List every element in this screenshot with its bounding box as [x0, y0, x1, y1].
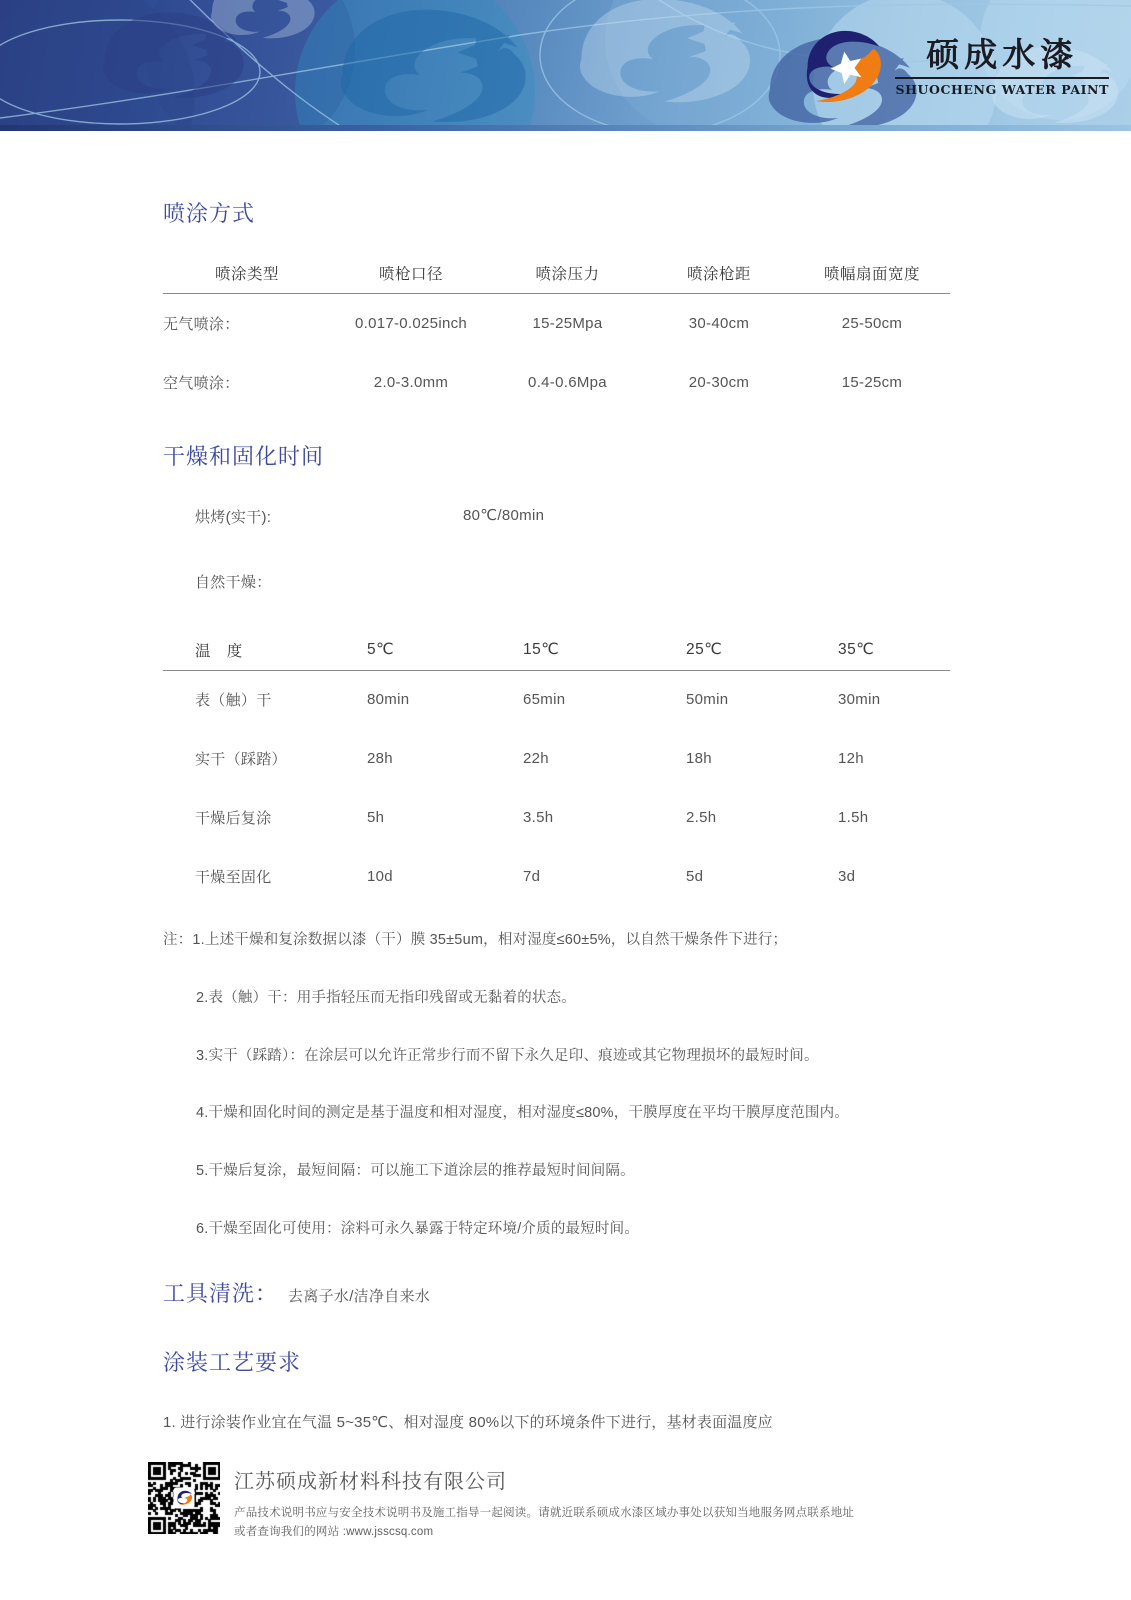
natural-dry-row	[163, 571, 1051, 592]
cell-value: 3d	[838, 868, 856, 885]
cell-value: 7d	[523, 868, 541, 885]
table-header-row	[163, 262, 950, 294]
natural-dry-label: 自然干燥：	[195, 573, 272, 591]
cell-value: 5d	[686, 868, 704, 885]
spray-method-section	[163, 203, 1051, 412]
column-header-temperature: 温 度	[163, 639, 337, 671]
shuocheng-logo-icon	[797, 26, 883, 108]
column-header-5c: 5℃	[337, 639, 493, 671]
tool-cleaning-title: 工具清洗：	[163, 1280, 279, 1306]
banner-bottom-strip	[0, 125, 1131, 131]
bake-dry-label: 烘烤(实干):	[195, 508, 272, 526]
table-row	[163, 847, 950, 906]
disclaimer-line-1: 产品技术说明书应与安全技术说明书及施工指导一起阅读。请就近联系硕成水漆区域办事处以获知当地服务网点联系地址	[234, 1507, 855, 1519]
cell-value: 10d	[367, 868, 393, 885]
shuocheng-logo-icon-small	[176, 1490, 193, 1507]
drying-temperature-table	[163, 639, 950, 907]
cell-value: 2.5h	[686, 809, 717, 826]
note-item: 6.干燥至固化可使用：涂料可永久暴露于特定环境/介质的最短时间。	[196, 1220, 640, 1237]
coating-process-title: 涂装工艺要求	[163, 1349, 302, 1375]
column-header-15c: 15℃	[493, 639, 656, 671]
cell-value: 5h	[367, 809, 385, 826]
table-row	[163, 353, 950, 412]
logo-english-name: SHUOCHENG WATER PAINT	[895, 81, 1109, 97]
note-item: 5.干燥后复涂，最短间隔：可以施工下道涂层的推荐最短时间间隔。	[196, 1163, 635, 1179]
column-header-35c: 35℃	[808, 639, 950, 671]
tool-cleaning-section	[163, 1277, 1051, 1308]
column-header-nozzle: 喷枪口径	[331, 262, 491, 294]
cell-value: 0.4-0.6Mpa	[528, 373, 607, 391]
qr-center-logo	[174, 1488, 195, 1509]
cell-value: 15-25Mpa	[532, 314, 603, 332]
cell-value: 15-25cm	[841, 373, 903, 391]
cell-value: 3.5h	[523, 809, 554, 826]
cell-value: 22h	[523, 750, 549, 767]
cell-value: 2.0-3.0mm	[373, 373, 449, 391]
page-header-banner	[0, 0, 1131, 131]
cell-value: 30-40cm	[688, 314, 750, 332]
column-header-25c: 25℃	[656, 639, 808, 671]
cell-row-label: 干燥至固化	[195, 869, 272, 886]
process-item: 1. 进行涂装作业宜在气温 5~35℃、相对湿度 80%以下的环境条件下进行，基材表面温度应	[163, 1413, 773, 1431]
table-row	[163, 729, 950, 788]
column-header-spray-type: 喷涂类型	[163, 262, 331, 294]
page-footer	[148, 1462, 854, 1542]
logo-chinese-name: 硕成水漆	[926, 35, 1079, 75]
table-row	[163, 670, 950, 729]
footer-text-block	[234, 1462, 854, 1542]
cell-row-label: 无气喷涂：	[163, 315, 240, 333]
column-header-fan-width: 喷幅扇面宽度	[794, 262, 950, 294]
cell-value: 80min	[367, 691, 410, 709]
table-header-row	[163, 639, 950, 671]
cell-value: 0.017-0.025inch	[354, 314, 468, 332]
spray-method-table	[163, 262, 950, 412]
logo-wordmark	[895, 37, 1109, 96]
qr-code	[148, 1462, 220, 1534]
cell-row-label: 干燥后复涂	[195, 810, 272, 827]
logo-divider	[895, 77, 1109, 79]
cell-row-label: 空气喷涂：	[163, 374, 240, 392]
cell-value: 28h	[367, 750, 393, 767]
bake-dry-value: 80℃/80min	[463, 506, 545, 524]
cell-row-label: 实干（踩踏）	[195, 751, 287, 768]
table-row	[163, 294, 950, 353]
note-item: 2.表（触）干：用手指轻压而无指印残留或无黏着的状态。	[196, 989, 576, 1006]
column-header-distance: 喷涂枪距	[644, 262, 794, 294]
document-content	[0, 203, 1131, 1434]
cell-value: 18h	[686, 750, 712, 767]
cell-row-label: 表（触）干	[195, 692, 272, 710]
notes-section	[163, 930, 1051, 1241]
note-item: 4.干燥和固化时间的测定是基于温度和相对湿度，相对湿度≤80%，干膜厚度在平均干膜厚度范围内。	[196, 1105, 849, 1122]
cell-value: 20-30cm	[688, 373, 750, 391]
footer-disclaimer	[234, 1504, 854, 1542]
drying-curing-section	[163, 443, 1051, 907]
cell-value: 25-50cm	[841, 314, 903, 332]
cell-value: 50min	[686, 691, 729, 709]
bake-dry-row	[163, 506, 1051, 527]
note-item: 注：1.上述干燥和复涂数据以漆（干）膜 35±5um，相对湿度≤60±5%，以自然干燥条件下进行；	[163, 932, 788, 948]
spray-method-title: 喷涂方式	[163, 201, 256, 226]
brand-logo	[797, 26, 1109, 108]
cell-value: 12h	[838, 750, 864, 767]
coating-process-section	[163, 1349, 1051, 1435]
company-name: 江苏硕成新材料科技有限公司	[234, 1471, 507, 1493]
cell-value: 65min	[523, 691, 566, 709]
column-header-pressure: 喷涂压力	[491, 262, 644, 294]
table-row	[163, 788, 950, 847]
tool-cleaning-value: 去离子水/洁净自来水	[288, 1287, 431, 1305]
disclaimer-line-2: 或者查询我们的网站 :www.jsscsq.com	[234, 1525, 434, 1538]
note-item: 3.实干（踩踏）：在涂层可以允许正常步行而不留下永久足印、痕迹或其它物理损坏的最短时间。	[196, 1047, 819, 1064]
cell-value: 30min	[838, 691, 881, 709]
cell-value: 1.5h	[838, 809, 869, 826]
drying-curing-title: 干燥和固化时间	[163, 443, 325, 469]
